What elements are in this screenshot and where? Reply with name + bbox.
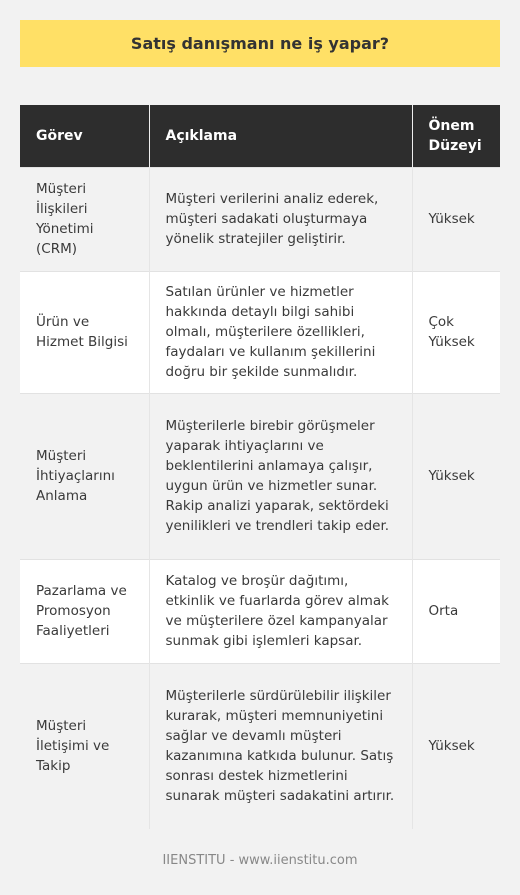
table-row [20, 393, 500, 559]
description-cell: Katalog ve broşür dağıtımı, etkinlik ve fuarlarda görev almak ve müşterilere özel kampanyalar sunmak gibi işlemleri kapsar. [149, 559, 412, 663]
description-cell: Müşteri verilerini analiz ederek, müşteri sadakati oluşturmaya yönelik stratejiler geliştirir. [149, 167, 412, 271]
importance-cell: Çok Yüksek [412, 271, 500, 393]
importance-cell: Yüksek [412, 663, 500, 829]
table-row [20, 271, 500, 393]
page-title: Satış danışmanı ne iş yapar? [130, 34, 390, 53]
task-cell: Müşteri İhtiyaçlarını Anlama [20, 393, 149, 559]
task-cell: Pazarlama ve Promosyon Faaliyetleri [20, 559, 149, 663]
table-row [20, 559, 500, 663]
table-header-row [20, 105, 500, 167]
task-cell: Müşteri İlişkileri Yönetimi (CRM) [20, 167, 149, 271]
description-cell: Satılan ürünler ve hizmetler hakkında detaylı bilgi sahibi olmalı, müşterilere özellikleri, faydaları ve kullanım şekillerini doğru bir şekilde sunmalıdır. [149, 271, 412, 393]
tasks-table [20, 105, 500, 829]
importance-cell: Orta [412, 559, 500, 663]
header-importance: Önem Düzeyi [428, 117, 482, 154]
task-cell: Ürün ve Hizmet Bilgisi [20, 271, 149, 393]
table-row [20, 167, 500, 271]
footer-credit: IIENSTITU - www.iienstitu.com [162, 853, 358, 868]
header-description: Açıklama [149, 105, 412, 167]
table-row [20, 663, 500, 829]
importance-cell: Yüksek [412, 393, 500, 559]
title-banner [20, 20, 500, 67]
description-cell: Müşterilerle sürdürülebilir ilişkiler kurarak, müşteri memnuniyetini sağlar ve devamlı müşteri kazanımına katkıda bulunur. Satış sonrası destek hizmetlerini sunarak müşteri sadakatini artırır. [149, 663, 412, 829]
description-cell: Müşterilerle birebir görüşmeler yaparak ihtiyaçlarını ve beklentilerini anlamaya çalışır, uygun ürün ve hizmetler sunar. Rakip analizi yaparak, sektördeki yenilikleri ve trendleri takip eder. [149, 393, 412, 559]
header-task: Görev [20, 105, 149, 167]
task-cell: Müşteri İletişimi ve Takip [20, 663, 149, 829]
importance-cell: Yüksek [412, 167, 500, 271]
